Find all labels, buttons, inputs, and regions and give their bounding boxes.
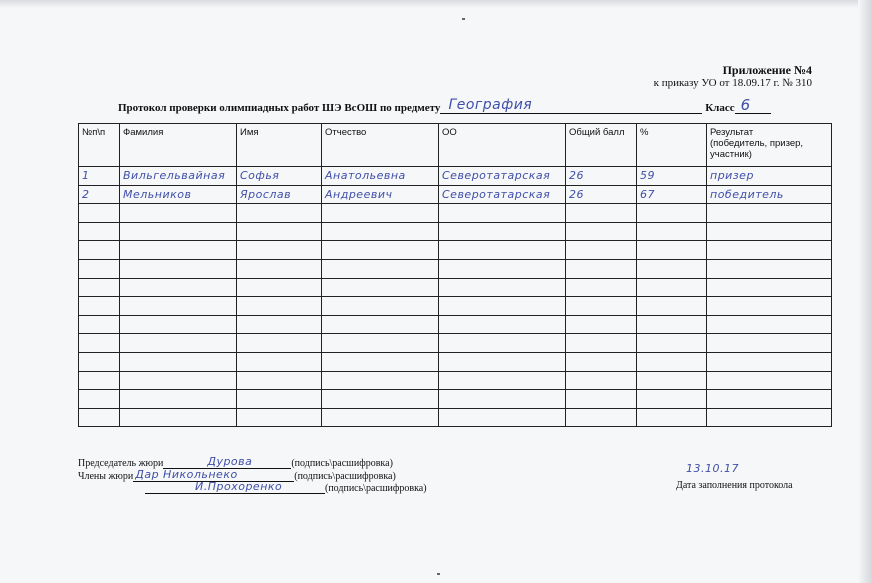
empty-table-row — [79, 278, 832, 297]
empty-cell — [237, 390, 322, 409]
empty-cell — [237, 315, 322, 334]
empty-cell — [637, 352, 707, 371]
header-col-name: Имя — [237, 124, 322, 167]
appendix-order: к приказу УО от 18.09.17 г. № 310 — [653, 77, 812, 89]
protocol-title: Протокол проверки олимпиадных работ ШЭ ВсОШ по предмету — [118, 102, 441, 114]
class-value: 6 — [740, 96, 751, 114]
empty-cell — [707, 390, 832, 409]
handwritten-col-result: призер — [710, 169, 754, 182]
header-col-patronymic: Отчество — [322, 124, 439, 167]
member1-decode: (подпись\расшифровка) — [294, 471, 396, 482]
empty-cell — [120, 222, 237, 241]
handwritten-col-patronymic: Андреевич — [325, 187, 393, 201]
empty-cell — [566, 241, 637, 260]
empty-cell — [707, 278, 832, 297]
cell-col-name — [237, 167, 322, 186]
empty-cell — [237, 297, 322, 316]
empty-cell — [439, 390, 566, 409]
empty-cell — [237, 222, 322, 241]
handwritten-col-school: Северотатарская — [442, 187, 551, 201]
empty-cell — [79, 371, 120, 390]
subject-field — [440, 97, 702, 114]
empty-cell — [566, 204, 637, 223]
empty-cell — [79, 390, 120, 409]
empty-cell — [637, 241, 707, 260]
cell-col-percent — [637, 167, 707, 186]
empty-cell — [439, 222, 566, 241]
empty-cell — [79, 352, 120, 371]
empty-cell — [237, 334, 322, 353]
empty-cell — [439, 204, 566, 223]
empty-cell — [322, 315, 439, 334]
member2-signature: И.Прохоренко — [195, 480, 283, 493]
empty-cell — [566, 315, 637, 334]
class-label: Класс — [705, 102, 735, 114]
handwritten-col-name: Ярослав — [240, 187, 292, 201]
empty-cell — [566, 334, 637, 353]
empty-cell — [79, 241, 120, 260]
handwritten-col-school: Северотатарская — [442, 169, 551, 182]
empty-cell — [120, 334, 237, 353]
member2-signature-line — [145, 482, 427, 494]
empty-cell — [707, 297, 832, 316]
empty-cell — [120, 278, 237, 297]
empty-cell — [79, 204, 120, 223]
empty-cell — [637, 408, 707, 427]
empty-table-row — [79, 315, 832, 334]
member2-sign-field — [145, 482, 325, 494]
empty-cell — [322, 204, 439, 223]
header-col-percent: % — [637, 124, 707, 167]
empty-cell — [566, 278, 637, 297]
members-label: Члены жюри — [78, 471, 134, 482]
cell-col-school — [439, 185, 566, 204]
empty-cell — [439, 278, 566, 297]
table-row — [79, 185, 832, 204]
empty-cell — [120, 241, 237, 260]
cell-col-score — [566, 185, 637, 204]
subject-value: География — [448, 97, 533, 113]
empty-cell — [637, 222, 707, 241]
empty-cell — [322, 278, 439, 297]
empty-cell — [566, 390, 637, 409]
empty-cell — [322, 408, 439, 427]
appendix-title: Приложение №4 — [722, 63, 812, 77]
empty-cell — [637, 390, 707, 409]
empty-cell — [707, 204, 832, 223]
cell-col-name — [237, 185, 322, 204]
empty-cell — [322, 352, 439, 371]
handwritten-col-patronymic: Анатольевна — [325, 169, 406, 182]
empty-table-row — [79, 352, 832, 371]
empty-cell — [79, 334, 120, 353]
empty-cell — [566, 259, 637, 278]
empty-cell — [637, 334, 707, 353]
date-label: Дата заполнения протокола — [676, 480, 793, 491]
scan-speck — [462, 18, 465, 20]
empty-cell — [566, 371, 637, 390]
cell-col-patronymic — [322, 185, 439, 204]
empty-cell — [120, 371, 237, 390]
empty-cell — [707, 352, 832, 371]
handwritten-col-number: 1 — [82, 169, 90, 182]
empty-cell — [566, 222, 637, 241]
empty-cell — [322, 297, 439, 316]
empty-table-row — [79, 204, 832, 223]
empty-cell — [79, 278, 120, 297]
empty-cell — [79, 259, 120, 278]
empty-cell — [566, 297, 637, 316]
appendix-block — [654, 64, 812, 90]
scan-edge-top — [0, 0, 872, 8]
empty-cell — [237, 408, 322, 427]
scan-edge-right — [858, 0, 872, 583]
empty-cell — [707, 334, 832, 353]
empty-cell — [79, 315, 120, 334]
empty-cell — [637, 315, 707, 334]
cell-col-number — [79, 167, 120, 186]
empty-cell — [707, 241, 832, 260]
empty-table-row — [79, 408, 832, 427]
empty-cell — [637, 204, 707, 223]
empty-cell — [637, 371, 707, 390]
handwritten-col-surname: Вильгельвайная — [123, 169, 226, 182]
cell-col-number — [79, 185, 120, 204]
table-header-row — [79, 124, 832, 167]
results-table — [78, 123, 832, 427]
header-col-score: Общий балл — [566, 124, 637, 167]
table-row — [79, 167, 832, 186]
empty-cell — [79, 408, 120, 427]
header-col-number: №п\п — [79, 124, 120, 167]
cell-col-score — [566, 167, 637, 186]
empty-table-row — [79, 371, 832, 390]
empty-cell — [120, 352, 237, 371]
empty-cell — [79, 297, 120, 316]
empty-cell — [322, 241, 439, 260]
empty-table-row — [79, 297, 832, 316]
empty-cell — [120, 259, 237, 278]
header-col-result: Результат (победитель, призер, участник) — [707, 124, 832, 167]
empty-cell — [707, 259, 832, 278]
empty-cell — [566, 352, 637, 371]
handwritten-col-score: 26 — [569, 169, 584, 182]
handwritten-col-number: 2 — [82, 187, 90, 201]
handwritten-col-name: Софья — [240, 169, 280, 182]
handwritten-col-result: победитель — [710, 187, 784, 201]
empty-cell — [120, 297, 237, 316]
cell-col-surname — [120, 167, 237, 186]
cell-col-surname — [120, 185, 237, 204]
protocol-title-line — [118, 96, 771, 114]
empty-cell — [120, 390, 237, 409]
empty-cell — [439, 408, 566, 427]
handwritten-col-score: 26 — [569, 187, 584, 201]
empty-cell — [439, 352, 566, 371]
empty-cell — [637, 278, 707, 297]
empty-cell — [237, 259, 322, 278]
empty-cell — [439, 334, 566, 353]
empty-cell — [707, 408, 832, 427]
cell-col-result — [707, 185, 832, 204]
empty-cell — [707, 315, 832, 334]
empty-cell — [237, 241, 322, 260]
empty-cell — [439, 259, 566, 278]
member2-decode: (подпись\расшифровка) — [325, 483, 427, 494]
empty-cell — [237, 204, 322, 223]
empty-cell — [322, 259, 439, 278]
empty-cell — [322, 390, 439, 409]
cell-col-result — [707, 167, 832, 186]
empty-cell — [120, 315, 237, 334]
empty-cell — [707, 222, 832, 241]
member1-signature: Дар Никольнеко — [135, 468, 238, 481]
header-col-school: ОО — [439, 124, 566, 167]
empty-table-row — [79, 222, 832, 241]
empty-cell — [637, 297, 707, 316]
empty-cell — [79, 222, 120, 241]
empty-cell — [566, 408, 637, 427]
empty-cell — [322, 371, 439, 390]
empty-table-row — [79, 334, 832, 353]
table-body — [79, 167, 832, 427]
empty-cell — [237, 352, 322, 371]
chair-signature: Дурова — [207, 455, 253, 468]
empty-table-row — [79, 241, 832, 260]
handwritten-col-percent: 67 — [640, 187, 655, 201]
class-field — [735, 96, 771, 114]
empty-cell — [439, 371, 566, 390]
date-value: 13.10.17 — [686, 462, 739, 475]
handwritten-col-percent: 59 — [640, 169, 655, 182]
empty-cell — [322, 334, 439, 353]
header-col-surname: Фамилия — [120, 124, 237, 167]
handwritten-col-surname: Мельников — [123, 187, 192, 201]
empty-cell — [237, 278, 322, 297]
empty-table-row — [79, 390, 832, 409]
empty-cell — [322, 222, 439, 241]
empty-cell — [707, 371, 832, 390]
empty-cell — [120, 204, 237, 223]
cell-col-patronymic — [322, 167, 439, 186]
empty-table-row — [79, 259, 832, 278]
cell-col-percent — [637, 185, 707, 204]
empty-cell — [439, 241, 566, 260]
empty-cell — [637, 259, 707, 278]
empty-cell — [439, 297, 566, 316]
empty-cell — [439, 315, 566, 334]
chair-label: Председатель жюри — [78, 458, 164, 469]
empty-cell — [120, 408, 237, 427]
scan-speck — [437, 573, 440, 575]
chair-decode: (подпись\расшифровка) — [291, 458, 393, 469]
empty-cell — [237, 371, 322, 390]
cell-col-school — [439, 167, 566, 186]
